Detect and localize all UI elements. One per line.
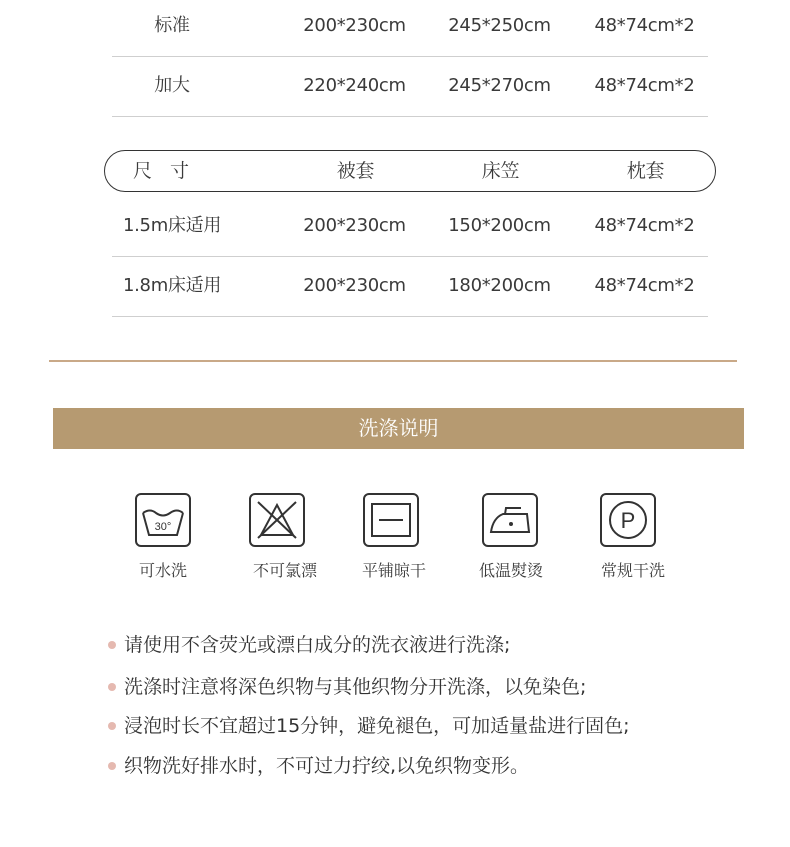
size-cell: 标准 [154,15,190,36]
table-row [112,56,708,117]
header-duvet: 被套 [336,160,375,182]
sheet-cell: 180*200cm [448,275,551,296]
dry-flat-icon [362,492,420,548]
sheet-cell: 245*250cm [448,15,551,36]
iron-low-label: 低温熨烫 [478,561,543,580]
note-text: 请使用不含荧光或漂白成分的洗衣液进行洗涤; [124,634,511,656]
bullet-dot [108,641,116,649]
no-bleach-icon [248,492,306,548]
note-text: 织物洗好排水时，不可过力拧绞,以免织物变形。 [124,755,530,777]
dry-flat-label: 平铺晾干 [361,561,426,580]
bullet-dot [108,683,116,691]
pillow-cell: 48*74cm*2 [594,215,695,236]
pillow-cell: 48*74cm*2 [594,275,695,296]
table-header [104,150,716,192]
sheet-cell: 245*270cm [448,75,551,96]
header-size: 尺寸 [132,160,207,182]
wash-temp-text: 30° [154,521,172,533]
size-cell: 1.8m床适用 [122,275,222,296]
duvet-cell: 200*230cm [303,15,406,36]
iron-low-icon [481,492,539,548]
size-cell: 加大 [154,75,190,96]
note-text: 洗涤时注意将深色织物与其他织物分开洗涤，以免染色; [124,676,587,698]
header-pillow: 枕套 [626,160,665,182]
table-row [112,196,708,257]
pillow-cell: 48*74cm*2 [594,15,695,36]
bullet-dot [108,762,116,770]
duvet-cell: 220*240cm [303,75,406,96]
dry-clean-icon [599,492,657,548]
size-cell: 1.5m床适用 [122,215,222,236]
duvet-cell: 200*230cm [303,215,406,236]
dry-clean-letter: P [620,508,636,533]
no-bleach-label: 不可氯漂 [252,561,317,580]
table-row [112,0,708,57]
dry-clean-label: 常规干洗 [600,561,665,580]
note-text: 浸泡时长不宜超过15分钟，避免褪色，可加适量盐进行固色; [124,715,630,737]
banner-title: 洗涤说明 [358,416,439,440]
care-banner [53,408,744,449]
pillow-cell: 48*74cm*2 [594,75,695,96]
table-row [112,256,708,317]
bullet-dot [108,722,116,730]
wash-30-icon [134,492,192,548]
section-divider [49,360,737,362]
wash-label: 可水洗 [138,561,187,580]
header-sheet: 床笠 [481,160,520,182]
duvet-cell: 200*230cm [303,275,406,296]
sheet-cell: 150*200cm [448,215,551,236]
